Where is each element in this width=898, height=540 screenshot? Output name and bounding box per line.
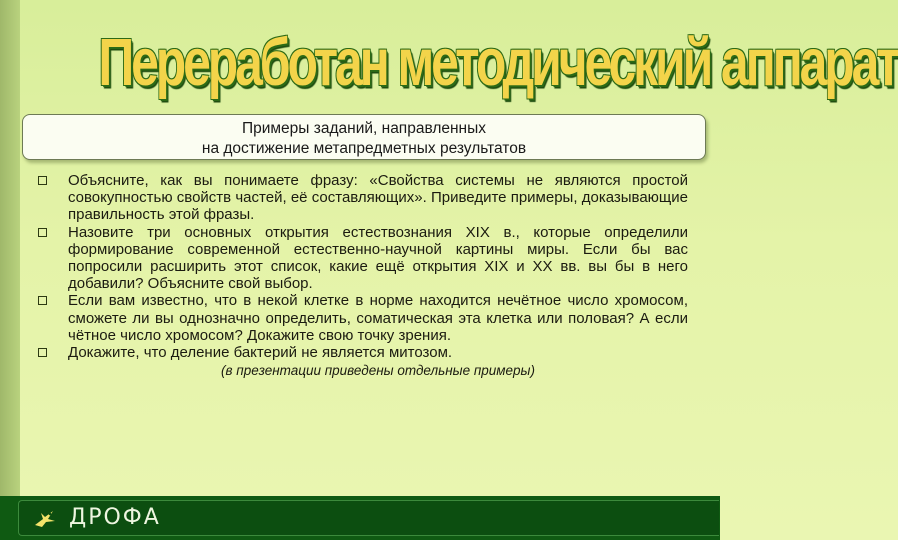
slide-title: Переработан методический аппарат <box>98 24 898 100</box>
square-bullet-icon <box>38 176 47 185</box>
footer-bar <box>0 496 720 540</box>
task-list <box>38 172 688 380</box>
list-item-text: Если вам известно, что в некой клетке в норме находится нечётное число хромосом, сможете ли вы однозначно определить, соматическая эта клетка или половая? А если чётное число хромосом? Докажите свою точку зрения. <box>68 292 688 344</box>
square-bullet-icon <box>38 296 47 305</box>
list-item <box>38 344 688 361</box>
subtitle-line-1: Примеры заданий, направленных <box>241 120 486 137</box>
bird-logo-icon <box>33 509 57 529</box>
publisher-logo-text: ДРОФА <box>69 505 161 530</box>
subtitle-box <box>22 114 706 160</box>
list-item-text: Назовите три основных открытия естествознания XIX в., которые определили формирование современной естественно-научной картины миры. Если бы вас попросили расширить этот список, какие ещё открытия XIX и XX вв. вы бы в него добавили? Объясните свой выбор. <box>68 223 688 293</box>
list-item-text: Объясните, как вы понимаете фразу: «Свойства системы не являются простой совокупностью свойств частей, её составляющих». Приведите примеры, доказывающие правильность этой фразы. <box>68 172 688 224</box>
list-item-text: Докажите, что деление бактерий не является митозом. <box>68 344 453 362</box>
left-accent-bar <box>0 0 20 496</box>
footer-logo-panel <box>18 500 719 536</box>
square-bullet-icon <box>38 228 47 237</box>
list-item <box>38 172 688 224</box>
subtitle-line-2: на достижение метапредметных результатов <box>201 140 527 157</box>
footnote: (в презентации приведены отдельные примеры) <box>221 363 535 379</box>
list-item <box>38 224 688 293</box>
list-item <box>38 292 688 344</box>
square-bullet-icon <box>38 348 47 357</box>
